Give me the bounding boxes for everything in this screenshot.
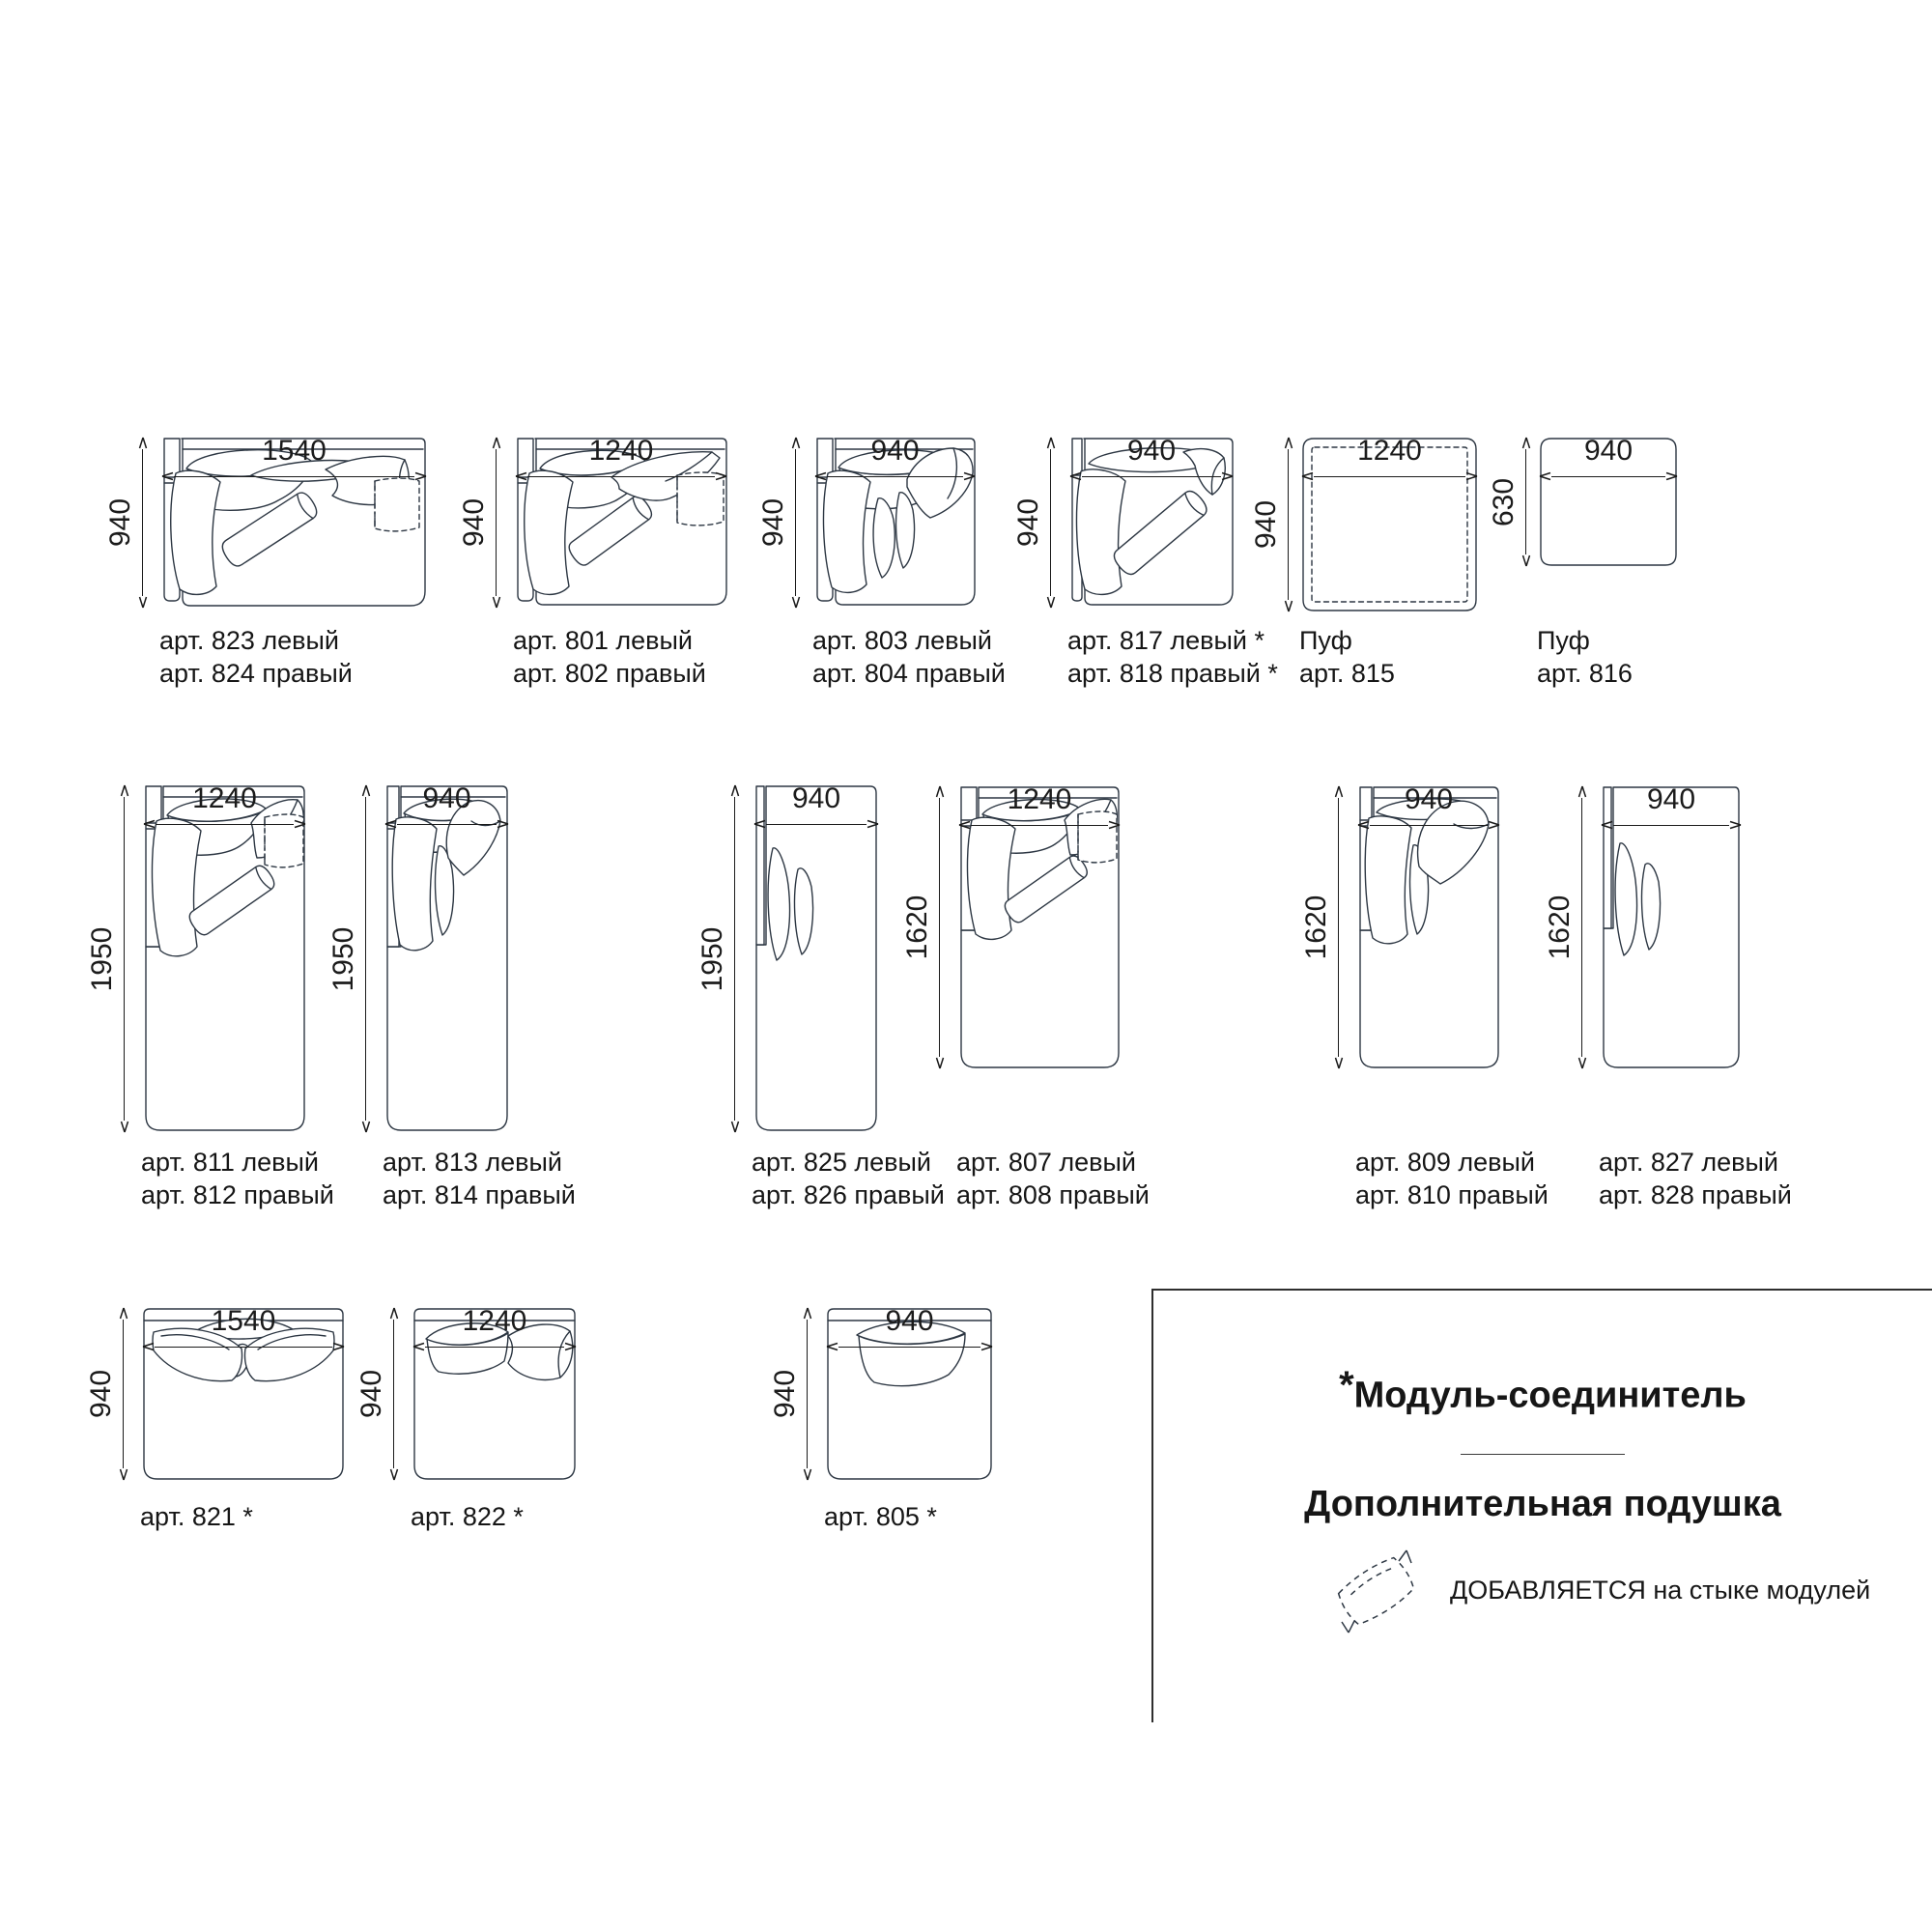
module-caption: арт. 823 левый арт. 824 правый [159,626,353,688]
module-pouf-816 [1488,435,1678,688]
width-value: 940 [1404,783,1454,815]
width-dimension [412,1307,577,1352]
module-caption: арт. 821 * [140,1502,253,1531]
width-value: 940 [791,782,841,814]
width-dimension [826,1307,993,1352]
module-caption: арт. 809 левый арт. 810 правый [1355,1148,1548,1209]
height-value: 940 [458,497,490,548]
height-value: 940 [355,1369,387,1419]
height-value: 1950 [327,926,359,991]
module-art-821 [85,1305,345,1531]
width-dimension [161,437,427,482]
width-value: 1240 [588,435,654,467]
width-dimension [1601,785,1742,831]
width-dimension [1357,785,1500,831]
width-dimension [753,784,879,830]
module-caption: арт. 807 левый арт. 808 правый [956,1148,1150,1209]
module-art-811-812 [86,782,334,1209]
legend-note: ДОБАВЛЯЕТСЯ на стыке модулей [1450,1576,1871,1605]
width-value: 940 [1126,435,1177,467]
height-value: 1950 [86,926,118,991]
width-dimension [142,1307,345,1352]
legend-divider [1461,1454,1625,1455]
width-value: 940 [885,1305,934,1337]
width-value: 940 [870,435,920,467]
width-value: 940 [422,782,471,814]
legend-title: *Модуль-соединитель [1339,1364,1747,1416]
module-art-807-808 [901,783,1150,1209]
module-art-809-810 [1300,783,1548,1209]
width-value: 1540 [211,1305,276,1337]
width-value: 1240 [462,1305,527,1337]
height-value: 1620 [1544,895,1576,960]
sofa-module-drawing [143,784,306,1133]
module-art-822 [355,1305,577,1531]
width-value: 1240 [1357,435,1422,467]
module-caption: арт. 813 левый арт. 814 правый [383,1148,576,1209]
width-dimension [958,785,1121,831]
width-dimension [515,437,727,482]
height-value: 940 [85,1369,117,1419]
sofa-module-drawing [753,784,879,1133]
width-dimension [1301,437,1478,482]
module-caption: арт. 827 левый арт. 828 правый [1599,1148,1792,1209]
width-dimension [814,437,976,482]
module-art-801-802 [458,435,727,688]
height-value: 940 [769,1369,801,1419]
module-art-817-818 [1012,435,1278,688]
module-caption: арт. 825 левый арт. 826 правый [752,1148,945,1209]
width-value: 1540 [262,435,327,467]
module-caption: арт. 811 левый арт. 812 правый [141,1148,334,1209]
module-caption: арт. 805 * [824,1502,937,1531]
module-caption: арт. 822 * [411,1502,524,1531]
width-value: 1240 [1007,783,1072,815]
module-caption: арт. 801 левый арт. 802 правый [513,626,706,688]
height-value: 1620 [1300,895,1332,960]
width-value: 1240 [192,782,257,814]
width-dimension [1069,437,1234,482]
legend-box [1151,1289,1932,1722]
module-art-823-824 [104,435,427,688]
width-value: 940 [1646,783,1696,815]
width-dimension [143,784,306,830]
module-pouf-815 [1250,435,1478,688]
height-value: 1620 [901,895,933,960]
module-art-805 [769,1305,993,1531]
module-caption: Пуф арт. 815 [1299,626,1395,688]
width-dimension [384,784,509,830]
height-value: 630 [1488,477,1520,526]
width-value: 940 [1583,435,1634,467]
height-value: 940 [104,497,136,548]
height-value: 940 [1250,499,1282,550]
legend-subtitle: Дополнительная подушка [1304,1483,1781,1524]
module-art-813-814 [327,782,576,1209]
module-caption: арт. 817 левый * арт. 818 правый * [1067,626,1278,688]
module-art-803-804 [757,435,1006,688]
pillow-dashed-icon [1325,1543,1436,1639]
asterisk-mark: * [1339,1364,1354,1406]
height-value: 1950 [696,926,728,991]
width-dimension [1539,437,1678,482]
module-art-827-828 [1544,783,1792,1209]
module-caption: арт. 803 левый арт. 804 правый [812,626,1006,688]
height-value: 940 [757,497,789,548]
module-caption: Пуф арт. 816 [1537,626,1633,688]
height-value: 940 [1012,497,1044,548]
sofa-module-drawing [384,784,509,1133]
